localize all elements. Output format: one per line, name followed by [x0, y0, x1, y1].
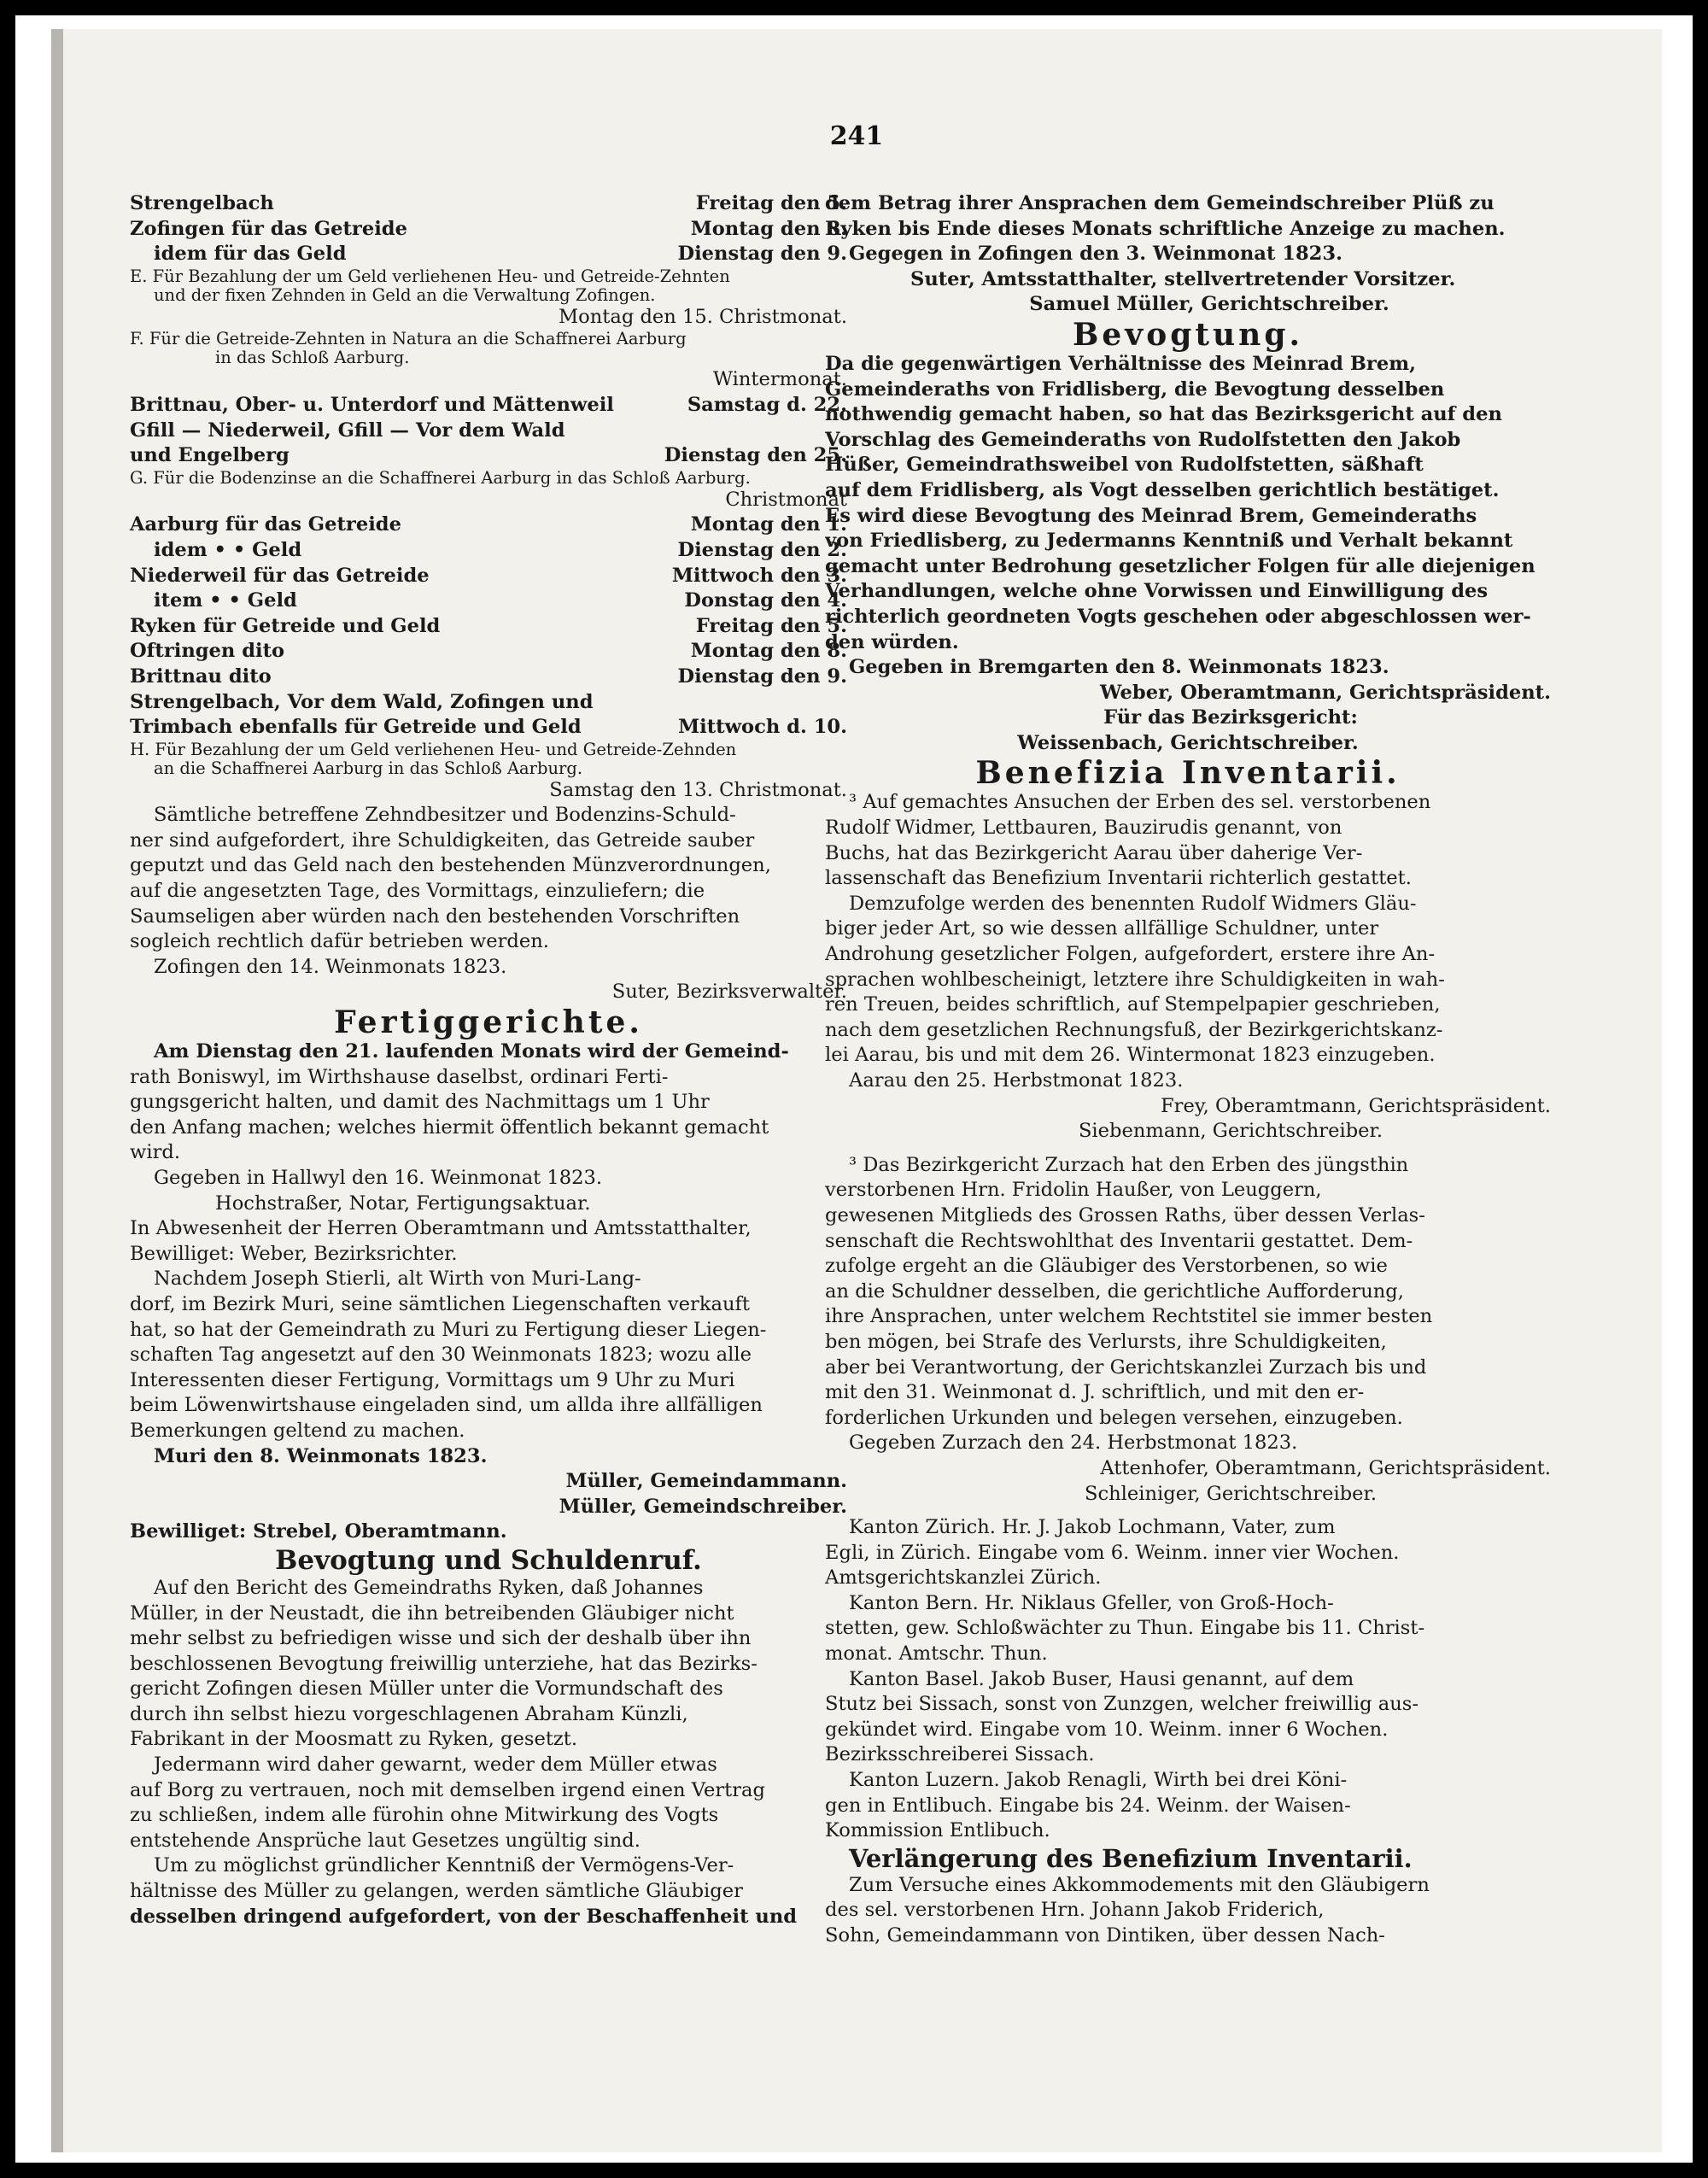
- dateline: Gegegen in Zofingen den 3. Weinmonat 1823.: [849, 243, 1342, 266]
- section-f-line: in das Schloß Aarburg.: [215, 348, 410, 368]
- dateline: Muri den 8. Weinmonats 1823.: [154, 1444, 488, 1467]
- section-e-line: E. Für Bezahlung der um Geld verliehenen Heu- und Getreide-Zehnten: [130, 266, 730, 286]
- signature: Für das Bezirksgericht:: [1103, 706, 1358, 729]
- schedule-text: Gfill — Niederweil, Gfill — Vor dem Wald: [130, 419, 565, 442]
- signature: Suter, Bezirksverwalter.: [611, 981, 847, 1004]
- schedule-row: Niederweil für das Getreide Mittwoch den 3.: [130, 564, 847, 587]
- schedule-row: item • • Geld Donstag den 4.: [154, 589, 847, 612]
- notice-bern: Kanton Bern. Hr. Niklaus Gfeller, von Groß-Hoch- stetten, gew. Schloßwächter zu Thun. Eingabe bis 11. Christ- monat. Amtschr. Thun.: [825, 1591, 1425, 1666]
- schedule-1: [130, 191, 847, 267]
- signature: Schleiniger, Gerichtschreiber.: [1084, 1482, 1378, 1505]
- schedule-row: Brittnau, Ober- u. Unterdorf und Mättenweil Samstag d. 22.: [130, 393, 847, 416]
- schedule-row: Ryken für Getreide und Geld Freitag den 5.: [130, 614, 847, 637]
- signature: Suter, Amtsstatthalter, stellvertretender Vorsitzer.: [910, 267, 1456, 290]
- section-g-month: Christmonat: [725, 488, 847, 511]
- left-column: [130, 191, 847, 1929]
- schedule-row: idem für das Geld Dienstag den 9.: [154, 243, 847, 266]
- heading-fertiggerichte: Fertiggerichte.: [334, 1004, 643, 1041]
- signature: Müller, Gemeindschreiber.: [559, 1495, 847, 1518]
- paragraph-boniswyl: Am Dienstag den 21. laufenden Monats wird der Gemeind- rath Boniswyl, im Wirthshause daselbst, ordinari Ferti- gungsgericht halten, und damit des Nachmittags um 1 Uhr den Anfang machen; welches hiermit öffentlich bekannt gemacht wird. Gegeben in Hallwyl den 16. Weinmonat 1823. Hochstraßer, Notar, Fertigungsaktuar. In Abwesenheit der Herren Oberamtmann und Amtsstatthalter, Bewilliget: Weber, Bezirksrichter.: [130, 1039, 847, 1267]
- right-column: [825, 191, 1551, 1949]
- section-h-line: H. Für Bezahlung der um Geld verliehenen Heu- und Getreide-Zehnden: [130, 740, 737, 759]
- schedule-row: idem • • Geld Dienstag den 2.: [154, 538, 847, 561]
- dateline: Gegeben in Hallwyl den 16. Weinmonat 1823.: [154, 1167, 603, 1189]
- signature: Müller, Gemeindammann.: [565, 1470, 847, 1493]
- previous-page-edge: [51, 29, 63, 2152]
- dateline: Gegeben Zurzach den 24. Herbstmonat 1823.: [849, 1432, 1298, 1455]
- signature: Frey, Oberamtmann, Gerichtspräsident.: [1161, 1094, 1551, 1117]
- paragraph-zehnd: Sämtliche betreffene Zehndbesitzer und Bodenzins-Schuld- ner sind aufgefordert, ihre Schuldigkeiten, das Getreide sauber geputzt und das Geld nach den bestehenden Münzverordnungen, auf die angesetzten Tage, des Vormittags, einzuliefern; die Saumseligen aber würden nach den bestehenden Vorschriften sogleich rechtlich dafür betrieben werden. Zofingen den 14. Weinmonats 1823. Suter, Bezirksverwalter.: [130, 803, 847, 1005]
- section-g-line: G. Für die Bodenzinse an die Schaffnerei Aarburg in das Schloß Aarburg.: [130, 468, 751, 488]
- section-f-line: F. Für die Getreide-Zehnten in Natura an die Schaffnerei Aarburg: [130, 330, 687, 349]
- section-h-line: an die Schaffnerei Aarburg in das Schloß Aarburg.: [154, 758, 583, 778]
- heading-bevogtung: Bevogtung.: [1072, 316, 1304, 353]
- schedule-row: und Engelberg Dienstag den 25.: [130, 444, 847, 467]
- page-number: 241: [829, 121, 884, 151]
- schedule-text: Strengelbach, Vor dem Wald, Zofingen und: [130, 690, 594, 713]
- dateline: Aarau den 25. Herbstmonat 1823.: [849, 1069, 1184, 1092]
- dateline: Gegeben in Bremgarten den 8. Weinmonats 1823.: [849, 656, 1389, 679]
- notice-zuerich: Kanton Zürich. Hr. J. Jakob Lochmann, Vater, zum Egli, in Zürich. Eingabe vom 6. Weinm. inner vier Wochen. Amtsgerichtskanzlei Zürich.: [825, 1516, 1400, 1590]
- dateline: Zofingen den 14. Weinmonats 1823.: [154, 955, 507, 978]
- signature: Samuel Müller, Gerichtschreiber.: [1029, 293, 1389, 316]
- signature: Hochstraßer, Notar, Fertigungsaktuar.: [215, 1191, 591, 1215]
- signature: Siebenmann, Gerichtschreiber.: [1078, 1120, 1383, 1143]
- paragraph-friderich: Zum Versuche eines Akkommodements mit den Gläubigern des sel. verstorbenen Hrn. Johann Jakob Friderich, Sohn, Gemeindammann von Dintiken, über dessen Nach-: [825, 1873, 1430, 1947]
- heading-benefizia-inventarii: Benefizia Inventarii.: [975, 755, 1401, 792]
- notice-basel: Kanton Basel. Jakob Buser, Hausi genannt, auf dem Stutz bei Sissach, sonst von Zunzgen, welcher freiwillig aus- gekündet wird. Eingabe vom 10. Weinm. inner 6 Wochen. Bezirksschreiberei Sissach.: [825, 1667, 1419, 1766]
- newspaper-page: [51, 29, 1662, 2152]
- paragraph-hausser: ³ Das Bezirkgericht Zurzach hat den Erben des jüngsthin verstorbenen Hrn. Fridolin Haußer, von Leuggern, gewesenen Mitglieds des Grossen Raths, über dessen Verlas- senschaft die Rechtswohlthat des Inventarii gestattet. Dem- zufolge ergeht an die Gläubiger des Verstorbenen, so wie an die Schuldner desselben, die gerichtliche Aufforderung, ihre Ansprachen, unter welchem Rechtstitel sie immer besten ben mögen, bei Strafe des Verlursts, ihre Schuldigkeiten, aber bei Verantwortung, der Gerichtskanzlei Zurzach bis und mit den 31. Weinmonat d. J. schriftlich, und mit den er- forderlichen Urkunden und belegen versehen, einzugeben. Gegeben Zurzach den 24. Herbstmonat 1823. Attenhofer, Oberamtmann, Gerichtspräsident. Schleiniger, Gerichtschreiber.: [825, 1153, 1551, 1507]
- schedule-row: Brittnau dito Dienstag den 9.: [130, 665, 847, 688]
- notice-luzern: Kanton Luzern. Jakob Renagli, Wirth bei drei Köni- gen in Entlibuch. Eingabe bis 24. Weinm. der Waisen- Kommission Entlibuch.: [825, 1769, 1351, 1842]
- section-f-month: Wintermonat.: [712, 368, 847, 391]
- signature: Weissenbach, Gerichtschreiber.: [1017, 731, 1359, 754]
- schedule-row: Trimbach ebenfalls für Getreide und Geld Mittwoch d. 10.: [130, 716, 847, 739]
- schedule-row: Zofingen für das Getreide Montag den 8.: [130, 217, 847, 240]
- section-h-date: Samstag den 13. Christmonat.: [549, 778, 847, 801]
- paragraph-mueller: Auf den Bericht des Gemeindraths Ryken, daß Johannes Müller, in der Neustadt, die ihn betreibenden Gläubiger nicht mehr selbst zu befriedigen wisse und sich der deshalb über ihn beschlossenen Bevogtung freiwillig unterziehe, hat das Bezirks- gericht Zofingen diesen Müller unter die Vormundschaft des durch ihn selbst hiezu vorgeschlagenen Abraham Künzli, Fabrikant in der Moosmatt zu Ryken, gesetzt. Jedermann wird daher gewarnt, weder dem Müller etwas auf Borg zu vertrauen, noch mit demselben irgend einen Vertrag zu schließen, indem alle fürohin ohne Mitwirkung des Vogts entstehende Ansprüche laut Gesetzes ungültig sind. Um zu möglichst gründlicher Kenntniß der Vermögens-Ver- hältnisse des Müller zu gelangen, werden sämtliche Gläubiger desselben dringend aufgefordert, von der Beschaffenheit und: [130, 1576, 798, 1928]
- schedule-row: Strengelbach Freitag den 5.: [130, 192, 847, 214]
- schedule-3: [130, 512, 847, 689]
- paragraph-widmer: ³ Auf gemachtes Ansuchen der Erben des sel. verstorbenen Rudolf Widmer, Lettbauren, Bauzirudis genannt, von Buchs, hat das Bezirkgericht Aarau über daherige Ver- lassenschaft das Benefizium Inventarii richterlich gestattet. Demzufolge werden des benennten Rudolf Widmers Gläu- biger jeder Art, so wie dessen allfällige Schuldner, unter Androhung gesetzlicher Folgen, aufgefordert, erstere ihre An- sprachen wohlbescheinigt, letztere ihre Schuldigkeiten in wah- ren Treuen, beides schriftlich, auf Stempelpapier geschrieben, nach dem gesetzlichen Rechnungsfuß, der Bezirkgerichtskanz- lei Aarau, bis und mit dem 26. Wintermonat 1823 einzugeben. Aarau den 25. Herbstmonat 1823. Frey, Oberamtmann, Gerichtspräsident. Siebenmann, Gerichtschreiber.: [825, 790, 1551, 1144]
- section-e-line: und der fixen Zehnden in Geld an die Verwaltung Zofingen.: [154, 285, 656, 305]
- signature: Weber, Oberamtmann, Gerichtspräsident.: [1100, 681, 1551, 704]
- schedule-row: Aarburg für das Getreide Montag den 1.: [130, 513, 847, 536]
- schedule-row: Oftringen dito Montag den 8.: [130, 640, 847, 663]
- section-e-date: Montag den 15. Christmonat.: [558, 305, 847, 328]
- paragraph-continued: dem Betrag ihrer Ansprachen dem Gemeindschreiber Plüß zu Ryken bis Ende dieses Monats schriftliche Anzeige zu machen. Gegegen in Zofingen den 3. Weinmonat 1823. Suter, Amtsstatthalter, stellvertretender Vorsitzer. Samuel Müller, Gerichtschreiber.: [825, 191, 1551, 318]
- paragraph-stierli: Nachdem Joseph Stierli, alt Wirth von Muri-Lang- dorf, im Bezirk Muri, seine sämtlichen Liegenschaften verkauft hat, so hat der Gemeindrath zu Muri zu Fertigung dieser Liegen- schaften Tag angesetzt auf den 30 Weinmonats 1823; wozu alle Interessenten dieser Fertigung, Vormittags um 9 Uhr zu Muri beim Löwenwirtshause eingeladen sind, um allda ihre allfälligen Bemerkungen geltend zu machen. Muri den 8. Weinmonats 1823. Müller, Gemeindammann. Müller, Gemeindschreiber. Bewilliget: Strebel, Oberamtmann.: [130, 1268, 847, 1543]
- heading-bevogtung-schuldenruf: Bevogtung und Schuldenruf.: [275, 1544, 702, 1576]
- heading-verlaengerung: Verlängerung des Benefizium Inventarii.: [849, 1843, 1413, 1873]
- signature: Attenhofer, Oberamtmann, Gerichtspräsident.: [1100, 1456, 1551, 1479]
- paragraph-brem: Da die gegenwärtigen Verhältnisse des Meinrad Brem, Gemeinderaths von Fridlisberg, die Bevogtung desselben nothwendig gemacht haben, so hat das Bezirksgericht auf den Vorschlag des Gemeinderaths von Rudolfstetten den Jakob Hüßer, Gemeindrathsweibel von Rudolfstetten, säßhaft auf dem Fridlisberg, als Vogt desselben gerichtlich bestätiget. Es wird diese Bevogtung des Meinrad Brem, Gemeinderaths von Friedlisberg, zu Jedermanns Kenntniß und Verhalt bekannt gemacht unter Bedrohung gesetzlicher Folgen für alle diejenigen Verhandlungen, welche ohne Vorwissen und Einwilligung des richterlich geordneten Vogts geschehen oder abgeschlossen wer- den würden. Gegeben in Bremgarten den 8. Weinmonats 1823. Weber, Oberamtmann, Gerichtspräsident. Für das Bezirksgericht: Weissenbach, Gerichtschreiber.: [825, 352, 1551, 757]
